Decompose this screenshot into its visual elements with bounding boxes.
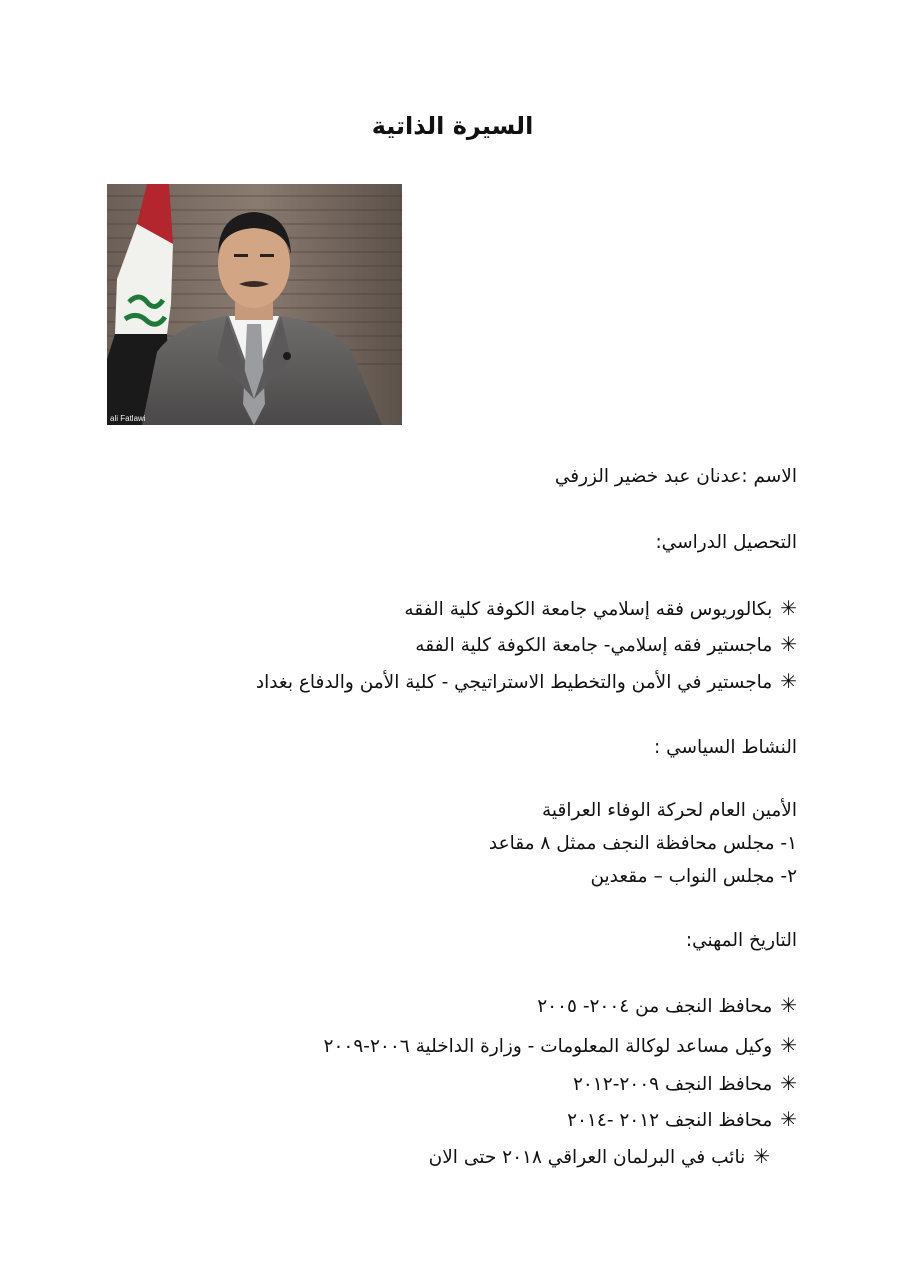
photo-credit: ali Fatlawi (110, 414, 146, 423)
education-item-text: ماجستير في الأمن والتخطيط الاستراتيجي - كلية الأمن والدفاع بغداد (255, 672, 773, 693)
career-item (537, 990, 797, 1022)
career-item-text: محافظ النجف ٢٠١٢ -٢٠١٤ (567, 1110, 773, 1131)
political-role: الأمين العام لحركة الوفاء العراقية (542, 800, 797, 821)
asterisk-bullet-icon: ✳ (780, 596, 797, 620)
asterisk-bullet-icon: ✳ (780, 993, 797, 1017)
career-item-text: محافظ النجف من ٢٠٠٤- ٢٠٠٥ (537, 996, 773, 1017)
asterisk-bullet-icon: ✳ (780, 1033, 797, 1057)
political-item: ١- مجلس محافظة النجف ممثل ٨ مقاعد (488, 833, 797, 854)
name-line: الاسم :عدنان عبد خضير الزرفي (554, 466, 797, 487)
page-title: السيرة الذاتية (371, 112, 534, 140)
portrait-illustration (107, 184, 402, 425)
asterisk-bullet-icon: ✳ (780, 632, 797, 656)
portrait-photo (107, 184, 402, 425)
asterisk-bullet-icon: ✳ (780, 1107, 797, 1131)
career-item-text: محافظ النجف ٢٠٠٩-٢٠١٢ (572, 1074, 773, 1095)
career-item (567, 1104, 797, 1136)
career-item (573, 1068, 797, 1100)
education-item (404, 593, 797, 625)
career-item (324, 1030, 797, 1062)
asterisk-bullet-icon: ✳ (753, 1144, 770, 1168)
asterisk-bullet-icon: ✳ (780, 1071, 797, 1095)
education-item-text: ماجستير فقه إسلامي- جامعة الكوفة كلية الفقه (415, 635, 773, 656)
career-heading: التاريخ المهني: (685, 930, 797, 951)
career-item-text: نائب في البرلمان العراقي ٢٠١٨ حتى الان (428, 1147, 746, 1168)
asterisk-bullet-icon: ✳ (780, 669, 797, 693)
political-heading: النشاط السياسي : (653, 737, 797, 758)
education-heading: التحصيل الدراسي: (655, 532, 797, 553)
education-item-text: بكالوريوس فقه إسلامي جامعة الكوفة كلية الفقه (404, 599, 773, 620)
career-item (429, 1141, 770, 1173)
political-item: ٢- مجلس النواب – مقعدين (590, 866, 797, 887)
career-item-text: وكيل مساعد لوكالة المعلومات - وزارة الداخلية ٢٠٠٦-٢٠٠٩ (323, 1036, 773, 1057)
education-item (415, 629, 797, 661)
education-item (256, 666, 797, 698)
